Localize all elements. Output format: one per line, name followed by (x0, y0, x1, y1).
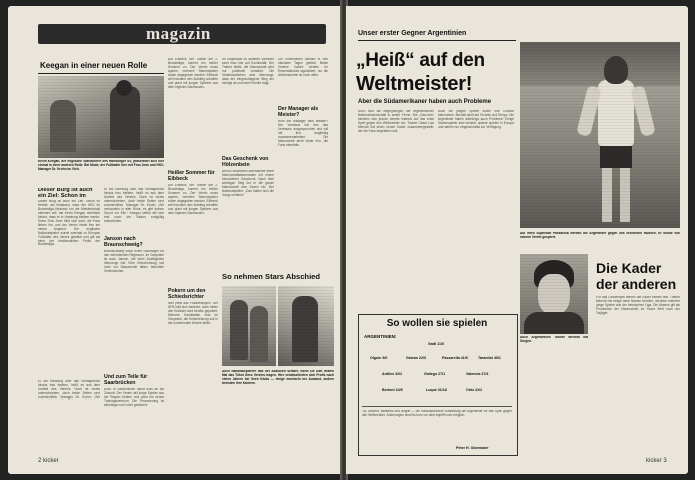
pokern-body: Wer pfeift das Pokalendspiel? Der DFB hält sich bedeckt, doch hinter den Kulissen wird bereits gepokert. Mehrere Kandidaten sind im Gespräch, die Entscheidung soll in der kommenden Woche fallen. (168, 302, 218, 325)
lineup-defender: Passarella 41/9 (442, 356, 468, 360)
janson-body: Braunschweig sucht einen Nachfolger für den scheidenden Regisseur. Im Gespräch ist auch Janson, der beim Zweitligisten überzeugt hat. Eine Entscheidung soll noch vor Saisonende fallen, berichten Vereinskreise. (104, 250, 164, 273)
kader-title-1: Die Kader (596, 260, 662, 276)
body-col-2: Auch die jungen Spieler sollen ihre Chance bekommen. Menotti setzt auf Technik und Tempo. Die Argentinier haben allerdings auch Probleme: Einige Stammspieler sind verletzt, andere spielen in Europa und stehen nur eingeschränkt zur Verfügung. (438, 110, 514, 129)
so-divider (362, 406, 512, 407)
right-folio: kicker 3 (646, 458, 667, 464)
stars-photo-right (278, 286, 334, 366)
player-torso (598, 80, 634, 146)
stars-caption: Auch Nationalspielern fällt der Abschied schwer, wenn sie zum letzten Mal das Trikot ihres Vereins tragen. Hier verabschieden sich Profis nach vielen Jahren bei ihren Klubs — einige wechseln ins Ausland, andere beenden ihre Karriere. (222, 370, 334, 385)
player-leg-left (602, 168, 612, 222)
player-shorts (600, 146, 632, 168)
kader-title-2: der anderen (596, 276, 677, 292)
menotti-face (538, 274, 570, 314)
sub-geschenk: Das Geschenk von Hölzenbein (222, 156, 269, 168)
player-c (292, 296, 318, 362)
crowd-band (520, 42, 680, 86)
arm-right (630, 85, 656, 137)
kicker-line: Unser erster Gegner Argentinien (358, 30, 467, 37)
sub-heisser-sommer: Heißer Sommer für Eibbeck (168, 170, 215, 182)
keegan-body-2: Er will Hamburg über das Vertragsende hinaus treu bleiben, heißt es aus dem Umfeld des Vereins. Noch ist nichts unterschrieben, doch beide Seiten sind zuversichtlich. Manager Dr. Krohn: „Wir (38, 380, 100, 399)
keegan-photo (38, 76, 164, 158)
so-argentinien: ARGENTINIEN: (364, 334, 397, 339)
lineup-midfielder: Gallego 27/1 (424, 372, 446, 376)
menotti-shoulders (524, 312, 584, 334)
right-page (346, 6, 688, 474)
keegan-headline-rule (38, 73, 164, 74)
keegan-head (116, 80, 132, 96)
so-footer: Peter H. Obermaier (456, 446, 489, 450)
sub-janson: Janson nach Braunschweig? (104, 236, 143, 248)
lineup-forward: Luque 31/18 (426, 388, 447, 392)
keegan-body-1: Dieser Burg ist auch ein Ziel: Schon im Herbst, als feststand, dass der HSV im Bundesliga-Vorstand um die Meisterschaft mitreden will, hat Kevin Keegan mehrfach betont, dass er in Hamburg bleiben werde. Seine Frau Jean fühlt sich wohl, die Fans lieben ihn, und der Verein bietet ihm ein neues Angebot. Der englische Nationalspieler wurde zweimal zu Europas Fußballer des Jahres gewählt und gilt als einer der bestbezahlten Profis der Bundesliga. (38, 200, 100, 247)
keegan-figure (110, 86, 140, 150)
left-page (8, 6, 342, 474)
lineup-goalkeeper: Gatti 11/0 (428, 342, 444, 346)
lineup-defender: Tarantini 40/1 (478, 356, 501, 360)
player-head (604, 56, 628, 84)
geschenk-body: Bernd Hölzenbein überraschte seine Mannschaftskameraden mit einem besonderen Geschenk. Nach dem wichtigen Sieg lud er die ganze Mannschaft zum Essen ein. Der Nationalspieler: „Das hatten sich die Jungs verdient.“ (222, 170, 274, 197)
left-folio: 2 kicker (38, 458, 59, 464)
woman-figure (50, 100, 76, 152)
saarbruecken-body: Auch in Saarbrücken denkt man an die Zukunft. Der Verein will junge Spieler aus der Region fördern und plant ein neues Trainingszentrum. Die Finanzierung ist allerdings noch nicht gesichert. (104, 388, 164, 407)
player-leg-right (620, 168, 630, 222)
passarella-photo (520, 42, 680, 228)
keegan-subhead: Dieser Burg ist auch ein Ziel: Schon im (38, 188, 93, 199)
sommer-body: Auf Eibbeck, der Trainer der 2. Bundesliga, kommt ein heißer Sommer zu. Der Verein muss sparen, mehrere Stammspieler sollen abgegeben werden. Eibbeck will trotzdem den Aufstieg schaffen und plant mit jungen Spielern aus dem eigenen Nachwuchs. (168, 184, 218, 215)
col2-top: Er will Hamburg über das Vertragsende hinaus treu bleiben, heißt es aus dem Umfeld des Vereins. Noch ist nichts unterschrieben, doch beide Seiten sind zuversichtlich. Manager Dr. Krohn: „Wir verhandeln in aller Ruhe, es gibt keinen Grund zur Eile.“ Keegan selbst will sich erst nach der Saison endgültig entscheiden. (104, 188, 164, 223)
keegan-caption: Kevin Keegan, der englische Starstürmer des Hamburger SV, präsentiert sich hier einmal in einer anderen Rolle. Bei Mode, der Fußballer hier mit Frau Jean und HSV-Manager Dr. Krohn im Vieh. (38, 160, 164, 171)
arm-left (576, 85, 602, 137)
player-b (250, 306, 268, 362)
col3-upper: Auf Eibbeck, der Trainer der 2. Bundesliga, kommt ein heißer Sommer zu. Der Verein muss sparen, mehrere Stammspieler sollen abgegeben werden. Eibbeck will trotzdem den Aufstieg schaffen und plant mit jungen Spielern aus dem eigenen Nachwuchs. (168, 58, 218, 89)
lineup-defender: Olguin 9/0 (370, 356, 388, 360)
col4-upper: Im Gegensatz zu anderen Vereinen setzt man hier auf Kontinuität. Der Trainer bleibt, die Mannschaft wird nur punktuell verstärkt. Die Verantwortlichen sind überzeugt, dass der eingeschlagene Weg der richtige ist und bald Früchte trägt. (222, 58, 274, 85)
lineup (364, 340, 510, 404)
menotti-photo (520, 254, 588, 334)
lineup-forward: Bertoni 24/9 (382, 388, 403, 392)
body-col-1: Noch sind die Begegnungen der argentinischen Nationalmannschaft in weiter Ferne. Die „Gauchos“ bereiten sich jedoch bereits intensiv auf das erste Spiel gegen den Weltmeister vor. Trainer César Luis Menotti hat einen neuen Kader zusammengestellt, der die Fans begeistern soll. (358, 110, 434, 133)
manager-body: Wird der Manager bald Meister? Der Vorstand hat ihm das Vertrauen ausgesprochen und will mit ihm langfristig zusammenarbeiten. Die Mannschaft steht hinter ihm, die Fans ebenfalls. (278, 120, 328, 147)
kicker-rule (358, 40, 516, 41)
main-headline-2: Weltmeister! (356, 73, 473, 95)
sub-manager: Der Manager als Meister? (278, 106, 319, 118)
player-a (230, 300, 248, 360)
menotti-hair (534, 260, 574, 290)
main-headline-1: „Heiß“ auf den (356, 50, 485, 71)
sub-pokern: Pokern um den Schiedsrichter (168, 288, 206, 300)
kader-body: Für das Länderspiel stehen die Kader bereits fest. Trainer Menotti hat einige neue Namen berufen, darunter mehrere junge Spieler aus der heimischen Liga. Die Abwehr gilt als Prunkstück der Mannschaft, im Sturm fehlt noch der Torjäger. (596, 296, 680, 315)
lineup-defender: Galvan 22/0 (406, 356, 426, 360)
lineup-midfielder: Ardiles 32/2 (382, 372, 403, 376)
so-title: So wollen sie spielen (386, 318, 488, 329)
lineup-midfielder: Valencia 27/4 (466, 372, 489, 376)
lineup-forward: Ortiz 22/2 (466, 388, 483, 392)
stars-headline: So nehmen Stars Abschied (222, 272, 321, 281)
sub-saarbruecken: Und zum Teile für Saarbrücken (104, 374, 148, 386)
masthead-title: magazin (146, 24, 211, 43)
subhead: Aber die Südamerikaner haben auch Probleme (358, 99, 492, 105)
keegan-headline: Keegan in einer neuen Rolle (40, 61, 148, 70)
passarella-caption: Auf ihren Superstar Passarella werden die Argentinier gegen uns verzichten müssen. Er wurde von seinem Verein gesperrt. (520, 232, 680, 239)
col5-upper: Die Einzelheiten werden in den nächsten Tagen geklärt. Beide Vereine haben bereits ihr Einverständnis signalisiert, nur die Ablösesumme ist noch offen. (278, 58, 328, 77)
stars-photo-left (222, 286, 276, 366)
so-body: Tor, Abwehr, Mittelfeld und Angriff — die voraussichtliche Aufstellung der Argentinier für das Spiel gegen den Weltmeister. Änderungen sind bis kurz vor dem Anpfiff noch möglich. (362, 410, 512, 417)
trainer-caption: Auch Argentiniens Trainer Menotti hat Sorgen. (520, 336, 588, 343)
